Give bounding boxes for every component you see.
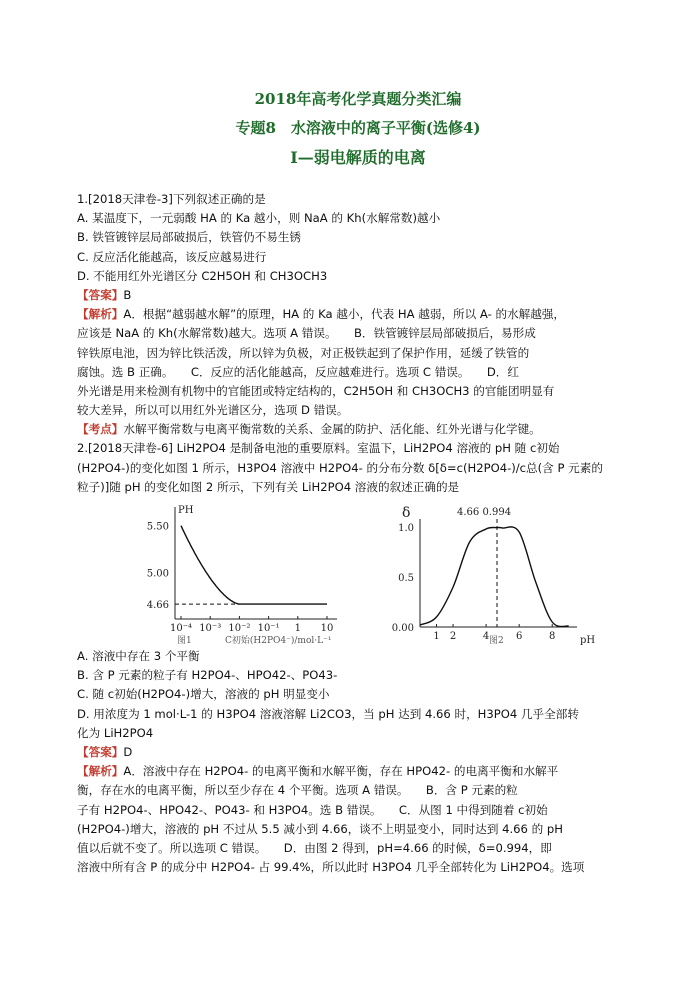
figures-row	[77, 497, 623, 647]
q1-analysis-line: 锌铁原电池，因为锌比铁活泼，所以锌为负极，对正极铁起到了保护作用，延缓了铁管的	[77, 345, 530, 360]
answer-label: 【答案】	[77, 287, 124, 302]
q2-analysis-line: 子有 H2PO4-、HPO42-、PO43- 和 H3PO4。选 B 错误。 C．从图 1 中得到随着 c初始	[77, 802, 548, 817]
fig2-ytick: 1.0	[398, 523, 414, 534]
q2-analysis-line: 值以后就不变了。所以选项 C 错误。 D．由图 2 得到，pH=4.66 的时候，δ=0.994，即	[77, 840, 552, 855]
q1-option-a: A. 某温度下，一元弱酸 HA 的 Ka 越小，则 NaA 的 Kh(水解常数)越小	[77, 211, 441, 226]
fig2-curve	[420, 527, 569, 627]
q2-analysis-line: (H2PO4-)增大，溶液的 pH 不过从 5.5 减小到 4.66，谈不上明显变小，同时达到 4.66 的 pH	[77, 821, 563, 836]
document-title: 2018年高考化学真题分类汇编	[254, 90, 462, 108]
q1-analysis-line: 应该是 NaA 的 Kh(水解常数)越大。选项 A 错误。 B．铁管镀锌层局部破损后，易形成	[77, 326, 536, 341]
fig1-xtick-label: 10⁻²	[228, 623, 251, 634]
fig1-x-label: C初始(H2PO4⁻)/mol·L⁻¹	[225, 636, 332, 646]
analysis-text: A．溶液中存在 H2PO4- 的电离平衡和水解平衡，存在 HPO42- 的电离平衡和水解平	[123, 764, 559, 779]
q2-analysis-line	[77, 762, 623, 781]
fig2-ytick: 0.00	[391, 623, 414, 634]
q1-analysis-line: 腐蚀。选 B 正确。 C．反应的活化能越高，反应越难进行。选项 C 错误。 D．红	[77, 364, 519, 379]
document-body	[77, 190, 623, 877]
analysis-label: 【解析】	[77, 307, 124, 322]
fig1-xtick-label: 1	[294, 623, 301, 634]
fig1-ytick: 4.66	[146, 600, 169, 612]
fig1-ytick: 5.00	[146, 568, 169, 580]
q2-analysis-line: 溶液中所有含 P 的成分中 H2PO4- 占 99.4%，所以此时 H3PO4 几乎全部转化为 LiH2PO4。选项	[77, 860, 585, 875]
fig1-xtick-label: 10⁻³	[199, 623, 222, 634]
q2-analysis-line: 衡，存在水的电离平衡，所以至少存在 4 个平衡。选项 A 错误。 B．含 P 元素的粒	[77, 783, 518, 798]
point-label: 【考点】	[77, 422, 124, 437]
fig2-xtick-label: 6	[515, 631, 523, 642]
q1-analysis-line	[77, 305, 623, 324]
answer-value: D	[123, 744, 133, 759]
analysis-label: 【解析】	[77, 764, 124, 779]
fig2-xtick-label: 8	[549, 631, 556, 642]
fig2-xtick-label: 2	[449, 631, 457, 642]
fig2-ytick: 0.5	[398, 573, 414, 584]
answer-value: B	[123, 287, 132, 302]
q2-option-a: A. 溶液中存在 3 个平衡	[77, 649, 200, 663]
q1-point	[77, 420, 623, 439]
fig2-top-labels: 4.66 0.994	[457, 507, 512, 518]
q1-option-d: D. 不能用红外光谱区分 C2H5OH 和 CH3OCH3	[77, 268, 328, 283]
fig2-x-label: pH	[580, 635, 596, 646]
q1-answer	[77, 286, 623, 305]
fig1-curve	[181, 526, 327, 604]
q2-stem-line: 2.[2018天津卷-6] LiH2PO4 是制备电池的重要原料。室温下，LiH2PO4 溶液的 pH 随 c初始	[77, 441, 560, 456]
q2-option-d-cont: 化为 LiH2PO4	[77, 725, 154, 740]
q1-option-b: B. 铁管镀锌层局部破损后，铁管仍不易生锈	[77, 230, 302, 245]
q2-stem-line: (H2PO4-)的变化如图 1 所示，H3PO4 溶液中 H2PO4- 的分布分数 δ[δ=c(H2PO4-)/c总(含 P 元素的	[77, 460, 603, 475]
fig2-y-label: δ	[402, 505, 411, 521]
q1-stem: 1.[2018天津卷-3]下列叙述正确的是	[77, 192, 266, 206]
q1-option-c: C. 反应活化能越高，该反应越易进行	[77, 249, 267, 264]
fig1-xtick-label: 10⁻¹	[257, 623, 280, 634]
fig1-ytick: 5.50	[146, 521, 169, 533]
topic-title: 专题8 水溶液中的离子平衡(选修4)	[235, 119, 481, 137]
figure-1	[77, 497, 347, 647]
q2-option-c: C. 随 c初始(H2PO4-)增大，溶液的 pH 明显变小	[77, 687, 330, 702]
fig1-caption: 图1	[177, 636, 192, 646]
figure-2	[377, 497, 617, 647]
analysis-text: A．根据“越弱越水解”的原理，HA 的 Ka 越小，代表 HA 越弱，所以 A- 的水解越强，	[123, 307, 566, 322]
q2-option-b: B. 含 P 元素的粒子有 H2PO4-、HPO42-、PO43-	[77, 668, 338, 683]
q2-option-d: D. 用浓度为 1 mol·L-1 的 H3PO4 溶液溶解 Li2CO3，当 pH 达到 4.66 时，H3PO4 几乎全部转	[77, 706, 579, 721]
fig1-y-label: PH	[178, 505, 194, 516]
q1-analysis-line: 外光谱是用来检测有机物中的官能团或特定结构的，C2H5OH 和 CH3OCH3 的官能团明显有	[77, 383, 555, 398]
fig1-xtick-label: 10⁻⁴	[169, 623, 193, 634]
point-text: 水解平衡常数与电离平衡常数的关系、金属的防护、活化能、红外光谱与化学键。	[123, 422, 541, 437]
section-title: Ⅰ—弱电解质的电离	[290, 148, 426, 167]
q2-answer	[77, 743, 623, 762]
fig2-xtick-label: 4	[482, 631, 490, 642]
fig2-caption: 图2	[489, 636, 504, 646]
answer-label: 【答案】	[77, 744, 124, 759]
q1-analysis-line: 较大差异，所以可以用红外光谱区分，选项 D 错误。	[77, 403, 349, 418]
fig2-xtick-label: 1	[433, 631, 440, 642]
fig1-xtick-label: 10	[320, 623, 334, 634]
q2-stem-line: 粒子)]随 pH 的变化如图 2 所示，下列有关 LiH2PO4 溶液的叙述正确的是	[77, 479, 460, 494]
